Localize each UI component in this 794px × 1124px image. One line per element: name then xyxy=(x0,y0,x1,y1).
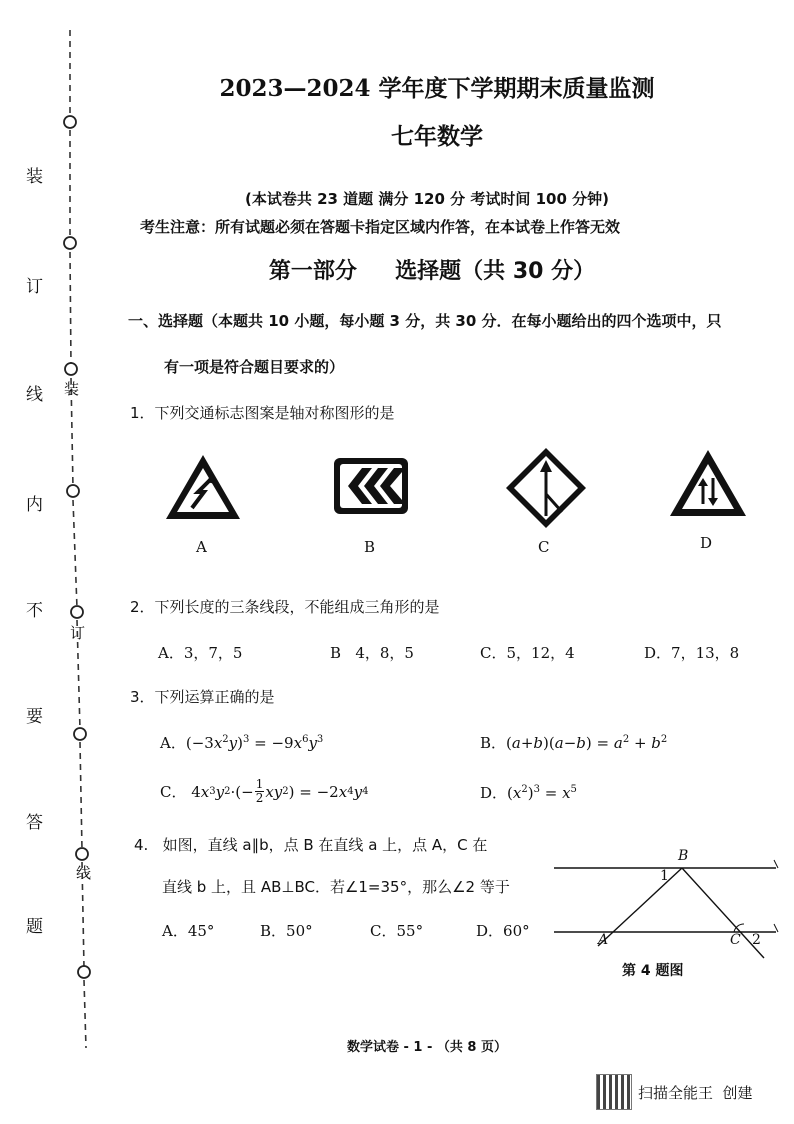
q3-option-c: C． 4 x 3 y 2 ·(− 1 2 xy 2 ) = −2 x 4 y 4 xyxy=(160,777,369,805)
q4-option-c: C．55° xyxy=(370,922,424,940)
scanner-watermark: 扫描全能王 创建 xyxy=(638,1084,753,1102)
q1-stem: 1．下列交通标志图案是轴对称图形的是 xyxy=(130,404,395,422)
q3-option-c-formula: 4 x 3 y 2 ·(− 1 2 xy 2 ) = −2 x 4 y 4 xyxy=(186,777,369,805)
margin-char-bu: 不 xyxy=(26,601,43,621)
margin-char-xian: 线 xyxy=(26,385,43,405)
q3-option-d-formula: $(x^2)^3 = x^5$ xyxy=(507,784,577,802)
part1-heading: 第一部分 选择题（共 30 分） xyxy=(268,259,596,284)
q3-option-b: B．$(a+b)(a-b) = a^2 + b^2$ xyxy=(480,734,668,752)
q4-stem-line2: 直线 b 上，且 AB⊥BC．若∠1=35°，那么∠2 等于 xyxy=(162,878,510,896)
q3-option-a: A．$(-3x^2y)^3 = -9x^6y^3$ xyxy=(160,734,324,752)
margin-char-nei: 内 xyxy=(26,495,43,515)
q3-option-a-formula: $(-3x^2y)^3 = -9x^6y^3$ xyxy=(185,734,324,752)
page-footer: 数学试卷 - 1 - （共 8 页） xyxy=(346,1040,508,1055)
q1-label-d: D xyxy=(700,534,713,552)
q3-option-d: D．$(x^2)^3 = x^5$ xyxy=(480,784,577,802)
q1-label-c: C xyxy=(538,538,550,556)
two-way-traffic-sign-icon xyxy=(668,448,748,518)
q3-option-b-formula: $(a+b)(a-b) = a^2 + b^2$ xyxy=(506,734,668,752)
q4-label-c: C xyxy=(730,932,741,948)
q2-option-c: C．5，12，4 xyxy=(480,644,575,662)
part1-instruction-line2: 有一项是符合题目要求的） xyxy=(164,358,345,376)
q4-option-b: B．50° xyxy=(260,922,313,940)
q2-stem: 2．下列长度的三条线段，不能组成三角形的是 xyxy=(130,598,440,616)
qr-code-icon xyxy=(596,1074,632,1110)
merge-sign-icon xyxy=(504,446,588,530)
q2-option-a: A．3，7，5 xyxy=(158,644,243,662)
line-char-ding: 订 xyxy=(70,624,86,642)
chevron-left-sign-icon xyxy=(332,456,410,516)
q4-stem-line1: 4. 如图，直线 a∥b，点 B 在直线 a 上，点 A，C 在 xyxy=(134,836,488,854)
margin-char-zhuang: 装 xyxy=(26,167,43,187)
q4-figure xyxy=(550,846,780,966)
q4-label-2: 2 xyxy=(752,932,761,948)
q4-option-a: A．45° xyxy=(162,922,215,940)
subject-title: 七年数学 xyxy=(391,123,483,150)
q3-stem: 3．下列运算正确的是 xyxy=(130,688,275,706)
segment-ab xyxy=(598,868,682,946)
margin-char-da: 答 xyxy=(26,813,43,833)
q4-figure-caption: 第 4 题图 xyxy=(622,963,684,979)
q4-option-d: D．60° xyxy=(476,922,530,940)
exam-title: 2023—2024 学年度下学期期末质量监测 xyxy=(219,75,655,102)
q2-option-d: D．7，13，8 xyxy=(644,644,740,662)
q1-label-a: A xyxy=(196,538,207,556)
margin-char-yao: 要 xyxy=(26,707,43,727)
part1-instruction-line1: 一、选择题（本题共 10 小题，每小题 3 分，共 30 分．在每小题给出的四个选项中，只 xyxy=(128,312,722,330)
margin-char-ti: 题 xyxy=(26,917,43,937)
exam-notice: 考生注意：所有试题必须在答题卡指定区域内作答，在本试卷上作答无效 xyxy=(140,218,621,236)
line-char-xian: 线 xyxy=(76,864,92,882)
double-bend-sign-icon xyxy=(164,452,242,522)
line-char-zhuang: 装 xyxy=(64,380,80,398)
q2-option-b: B 4，8，5 xyxy=(330,644,414,662)
binding-line xyxy=(0,0,120,1124)
q4-label-1: 1 xyxy=(660,868,669,884)
exam-info: (本试卷共 23 道题 满分 120 分 考试时间 100 分钟) xyxy=(245,190,609,208)
q4-label-a: A xyxy=(598,932,609,948)
q4-label-b: B xyxy=(678,848,689,864)
q1-label-b: B xyxy=(364,538,376,556)
margin-char-ding: 订 xyxy=(26,277,43,297)
